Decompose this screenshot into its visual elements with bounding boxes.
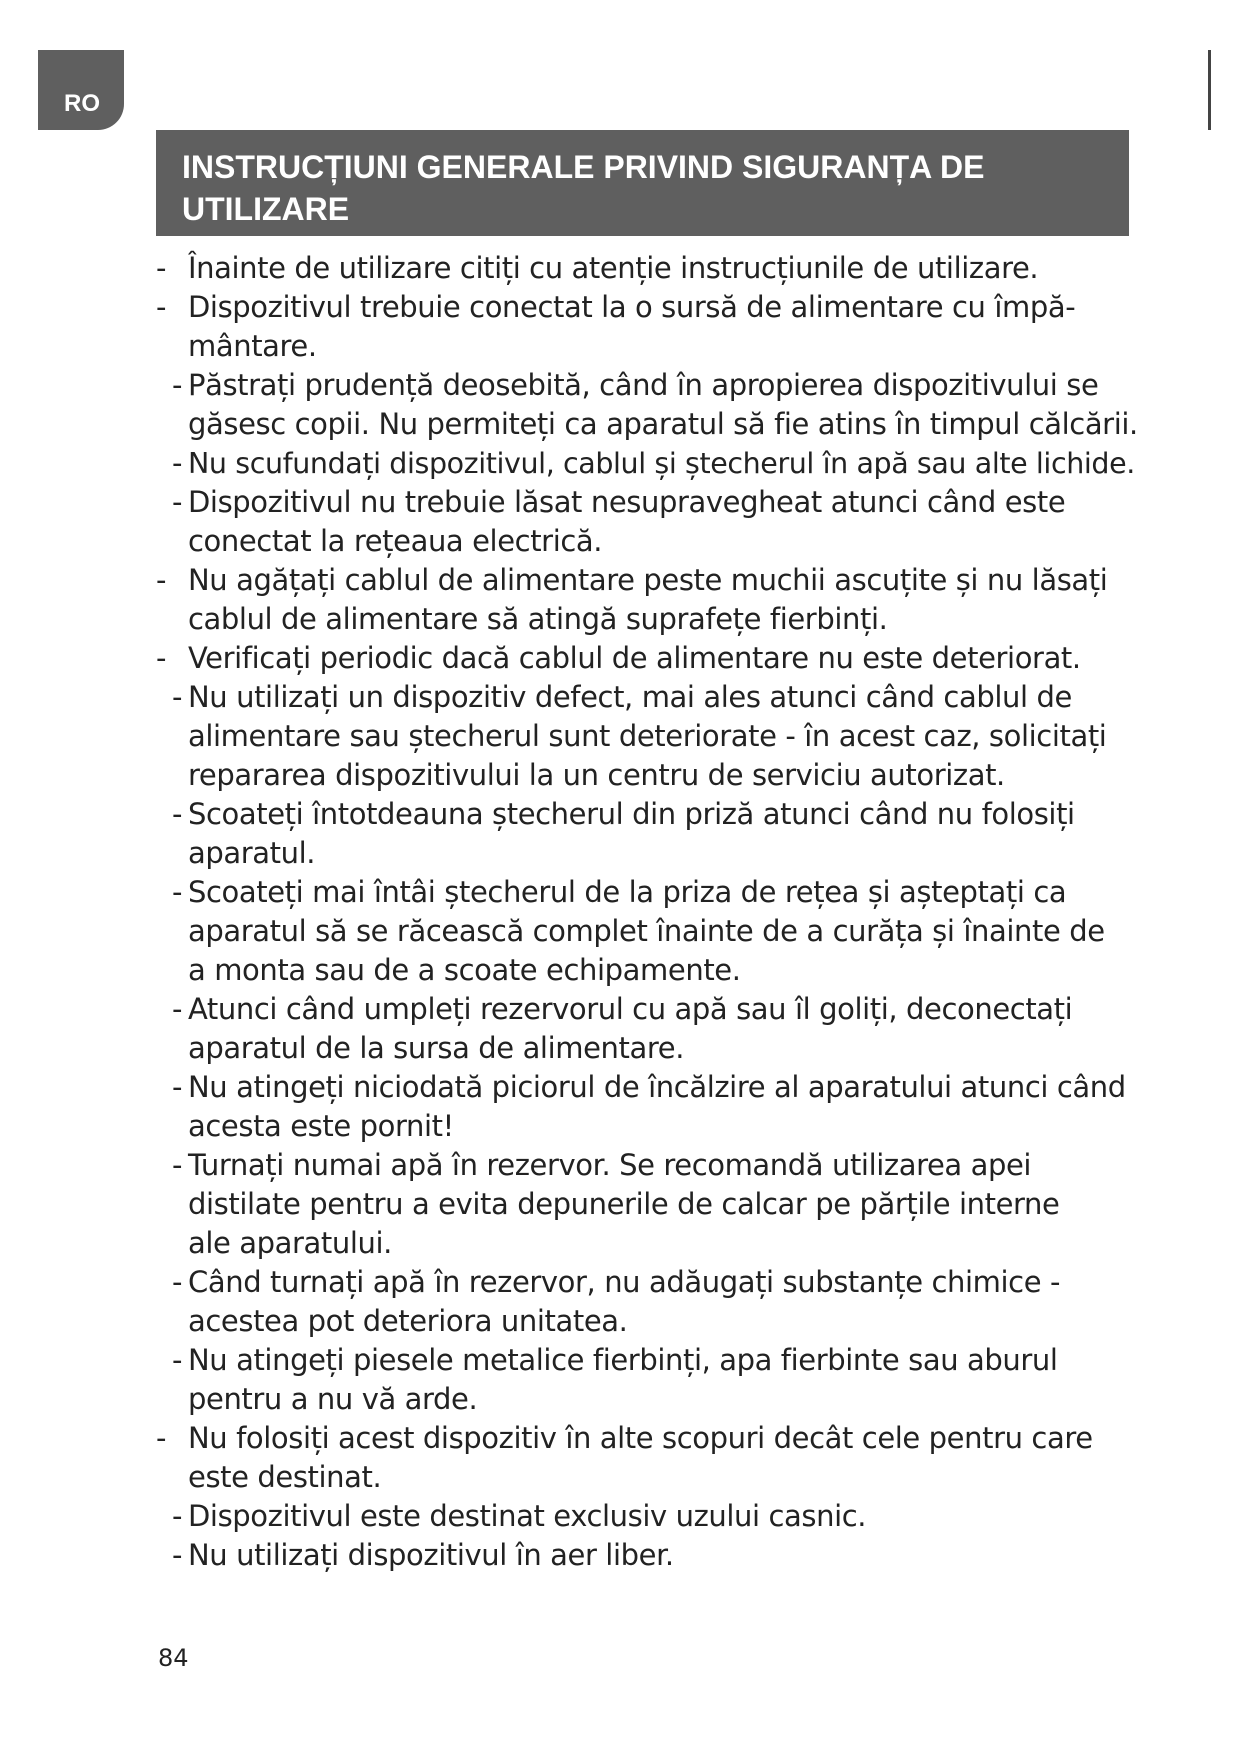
list-item bbox=[156, 1068, 1150, 1146]
page-edge-marker bbox=[1208, 50, 1211, 130]
item-text-line: alimentare sau ștecherul sunt deteriorate - în acest caz, solicitați bbox=[188, 719, 1107, 753]
item-text-line: Când turnați apă în rezervor, nu adăugați substanțe chimice - bbox=[188, 1265, 1061, 1299]
bullet-dash: - bbox=[172, 1265, 183, 1299]
item-text-line: acesta este pornit! bbox=[188, 1109, 454, 1143]
list-item bbox=[156, 1263, 1150, 1341]
item-text-line: repararea dispozitivului la un centru de serviciu autorizat. bbox=[188, 758, 1005, 792]
item-text-line: Turnați numai apă în rezervor. Se recomandă utilizarea apei bbox=[188, 1148, 1032, 1182]
item-text-line: găsesc copii. Nu permiteți ca aparatul să fie atins în timpul călcării. bbox=[188, 407, 1138, 441]
safety-instructions-list bbox=[156, 249, 1150, 1575]
bullet-dash: - bbox=[172, 1343, 183, 1377]
item-text-line: Nu agățați cablul de alimentare peste muchii ascuțite și nu lăsați bbox=[188, 563, 1108, 597]
item-text-line: Păstrați prudență deosebită, când în apropierea dispozitivului se bbox=[188, 368, 1099, 402]
bullet-dash: - bbox=[156, 563, 167, 597]
language-code: RO bbox=[64, 90, 100, 117]
item-text-line: Verificați periodic dacă cablul de alimentare nu este deteriorat. bbox=[188, 641, 1081, 675]
bullet-dash: - bbox=[172, 446, 183, 480]
list-item bbox=[156, 444, 1150, 483]
list-item bbox=[156, 1146, 1150, 1263]
item-text-line: conectat la rețeaua electrică. bbox=[188, 524, 603, 558]
item-text-line: aparatul de la sursa de alimentare. bbox=[188, 1031, 685, 1065]
bullet-dash: - bbox=[156, 290, 167, 324]
item-text-line: Nu atingeți niciodată piciorul de încălzire al aparatului atunci când bbox=[188, 1070, 1126, 1104]
bullet-dash: - bbox=[172, 680, 183, 714]
list-item bbox=[156, 483, 1150, 561]
item-text-line: aparatul. bbox=[188, 836, 316, 870]
item-text-line: Dispozitivul trebuie conectat la o sursă de alimentare cu împă- bbox=[188, 290, 1076, 324]
list-item bbox=[156, 678, 1150, 795]
bullet-dash: - bbox=[172, 1538, 183, 1572]
section-title bbox=[182, 146, 1105, 230]
item-text-line: Atunci când umpleți rezervorul cu apă sau îl goliți, deconectați bbox=[188, 992, 1073, 1026]
item-text-line: Dispozitivul nu trebuie lăsat nesupravegheat atunci când este bbox=[188, 485, 1066, 519]
item-text-line: cablul de alimentare să atingă suprafețe fierbinți. bbox=[188, 602, 888, 636]
list-item bbox=[156, 288, 1150, 366]
list-item bbox=[156, 561, 1150, 639]
bullet-dash: - bbox=[156, 251, 167, 285]
list-item bbox=[156, 1341, 1150, 1419]
list-item bbox=[156, 249, 1150, 288]
section-title-line: UTILIZARE bbox=[182, 191, 350, 227]
item-text-line: ale aparatului. bbox=[188, 1226, 392, 1260]
page-number: 84 bbox=[158, 1644, 189, 1672]
item-text-line: Nu folosiți acest dispozitiv în alte scopuri decât cele pentru care bbox=[188, 1421, 1093, 1455]
list-item bbox=[156, 1536, 1150, 1575]
item-text-line: Scoateți mai întâi ștecherul de la priza de rețea și așteptați ca bbox=[188, 875, 1067, 909]
item-text-line: aparatul să se răcească complet înainte de a curăța și înainte de bbox=[188, 914, 1105, 948]
list-item bbox=[156, 366, 1150, 444]
bullet-dash: - bbox=[172, 368, 183, 402]
section-title-line: INSTRUCȚIUNI GENERALE PRIVIND SIGURANȚA DE bbox=[182, 149, 985, 185]
item-text-line: a monta sau de a scoate echipamente. bbox=[188, 953, 741, 987]
item-text-line: Nu atingeți piesele metalice fierbinți, apa fierbinte sau aburul bbox=[188, 1343, 1058, 1377]
list-item bbox=[156, 873, 1150, 990]
list-item bbox=[156, 990, 1150, 1068]
item-text-line: mântare. bbox=[188, 329, 317, 363]
bullet-dash: - bbox=[172, 992, 183, 1026]
item-text-line: pentru a nu vă arde. bbox=[188, 1382, 478, 1416]
language-tab bbox=[38, 50, 124, 130]
bullet-dash: - bbox=[172, 875, 183, 909]
list-item bbox=[156, 1419, 1150, 1497]
item-text-line: acestea pot deteriora unitatea. bbox=[188, 1304, 628, 1338]
bullet-dash: - bbox=[172, 1148, 183, 1182]
bullet-dash: - bbox=[172, 1499, 183, 1533]
item-text-line: este destinat. bbox=[188, 1460, 382, 1494]
bullet-dash: - bbox=[172, 1070, 183, 1104]
item-text-line: Nu utilizați un dispozitiv defect, mai ales atunci când cablul de bbox=[188, 680, 1072, 714]
item-text-line: Înainte de utilizare citiți cu atenție instrucțiunile de utilizare. bbox=[188, 251, 1039, 285]
list-item bbox=[156, 1497, 1150, 1536]
bullet-dash: - bbox=[156, 641, 167, 675]
list-item bbox=[156, 795, 1150, 873]
item-text-line: Nu scufundați dispozitivul, cablul și ștecherul în apă sau alte lichide. bbox=[188, 447, 1135, 480]
item-text-line: distilate pentru a evita depunerile de calcar pe părțile interne bbox=[188, 1187, 1060, 1221]
item-text-line: Scoateți întotdeauna ștecherul din priză atunci când nu folosiți bbox=[188, 797, 1075, 831]
bullet-dash: - bbox=[156, 1421, 167, 1455]
section-title-bar bbox=[156, 130, 1129, 236]
item-text-line: Dispozitivul este destinat exclusiv uzului casnic. bbox=[188, 1499, 867, 1533]
bullet-dash: - bbox=[172, 485, 183, 519]
bullet-dash: - bbox=[172, 797, 183, 831]
item-text-line: Nu utilizați dispozitivul în aer liber. bbox=[188, 1538, 674, 1572]
list-item bbox=[156, 639, 1150, 678]
